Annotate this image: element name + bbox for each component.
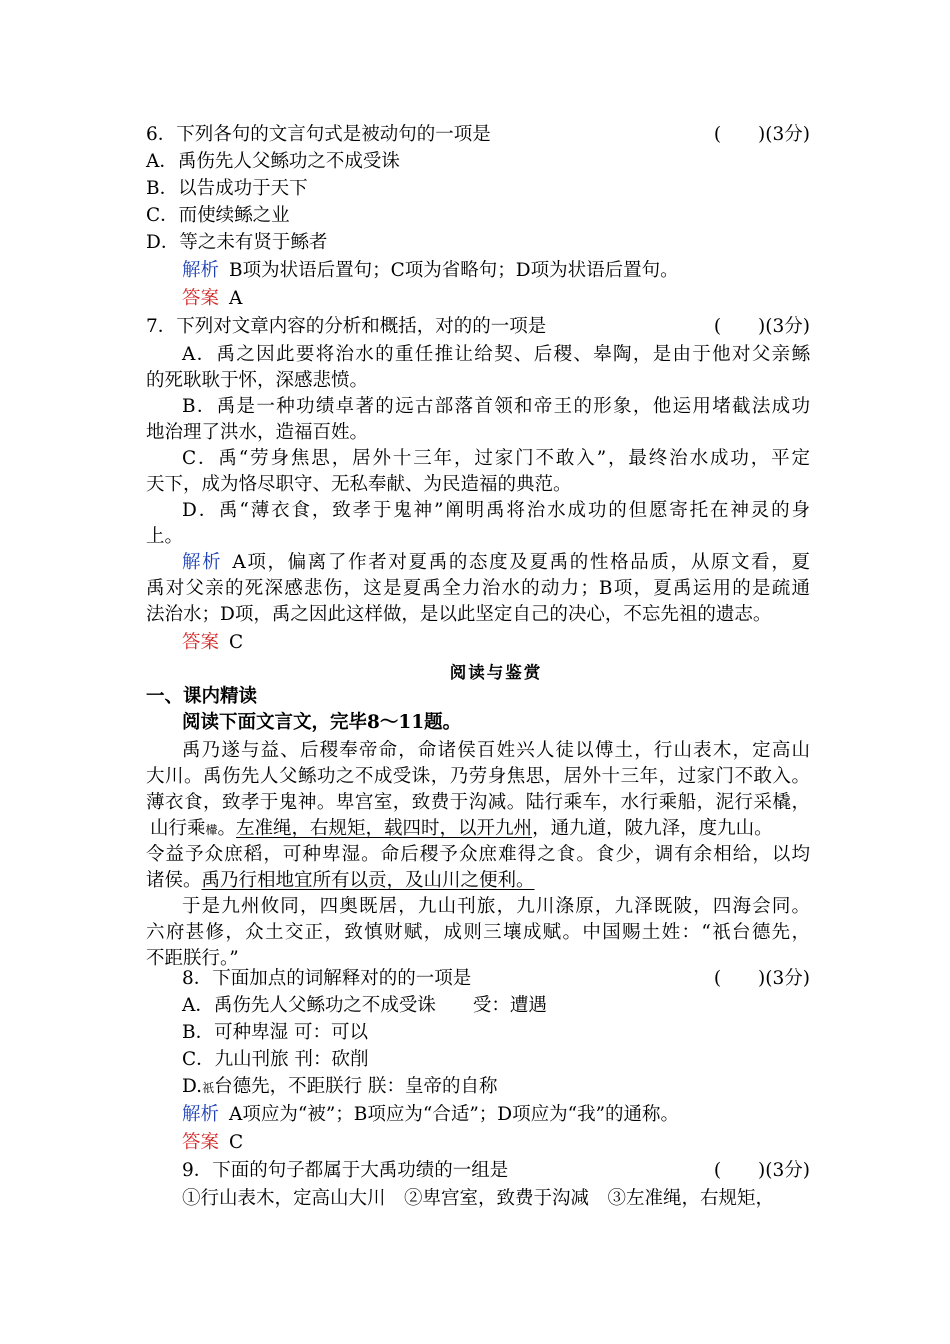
q7-line-6: 天下，成为恪尽职守、无私奉献、为民造福的典范。 (146, 474, 572, 495)
q7-analysis-label: 解析 (182, 552, 223, 573)
q8-answer-line (182, 1130, 846, 1156)
q8-option-d-post: 台德先，不距朕行 朕：皇帝的自称 (214, 1076, 498, 1097)
q9-score: ( )(3分) (713, 1160, 810, 1181)
q8-option-b: B．可种卑湿 可：可以 (182, 1022, 368, 1043)
q7-analysis-line-1 (182, 550, 810, 576)
q6-analysis: B项为状语后置句；C项为省略句；D项为状语后置句。 (229, 260, 679, 281)
q8-stem-line (182, 966, 810, 992)
q7-answer: C (229, 632, 244, 653)
q6-answer-line (182, 286, 846, 312)
q7-answer-line (182, 630, 846, 656)
q7-analysis-line-2: 禹对父亲的死深感悲伤，这是夏禹全力治水的动力；B项，夏禹运用的是疏通 (146, 578, 810, 599)
passage-line-4-small: 檋 (205, 823, 218, 837)
passage-line-6 (146, 868, 810, 894)
q7-line-3: B．禹是一种功绩卓著的远古部落首领和帝王的形象，他运用堵截法成功 (182, 396, 810, 417)
q9-line-1: ①行山表木，定高山大川 ②卑宫室，致费于沟减 ③左准绳，右规矩， (182, 1188, 775, 1209)
passage-line-8: 六府甚修，众土交正，致慎财赋，成则三壤成赋。中国赐土姓：“祇台德先， (146, 922, 810, 943)
q6-option-c: C．而使续鲧之业 (146, 205, 290, 226)
passage-line-4-pre: 山行乘 (150, 818, 206, 839)
passage-line-9: 不距朕行。” (146, 948, 239, 969)
q6-analysis-line (182, 258, 846, 284)
passage-line-1: 禹乃遂与益、后稷奉帝命，命诸侯百姓兴人徒以傅土，行山表木，定高山 (182, 740, 810, 761)
q8-option-a: A．禹伤先人父鲧功之不成受诛 受：遭遇 (182, 995, 547, 1016)
passage-line-4: 山行乘檋。左准绳，右规矩，载四时，以开九州，通九道，陂九泽，度九山。 (150, 818, 773, 839)
q8-answer: C (229, 1132, 244, 1153)
q8-option-d (182, 1074, 846, 1101)
passage-underlined-2: 禹乃行相地宜所有以贡，及山川之便利。 (201, 870, 535, 891)
q9-stem-line (182, 1158, 810, 1184)
passage-line-4-post: ，通九道，陂九泽，度九山。 (532, 818, 773, 839)
q9-stem: 9．下面的句子都属于大禹功绩的一组是 (182, 1160, 509, 1181)
passage-line-6-pre: 诸侯。 (146, 870, 202, 891)
q7-stem: 7．下列对文章内容的分析和概括，对的的一项是 (146, 316, 547, 337)
q8-answer-label: 答案 (182, 1132, 220, 1153)
q8-option-c: C．九山刊旅 刊：砍削 (182, 1049, 369, 1070)
section-part-heading: 一、课内精读 (146, 686, 258, 707)
q6-option-d: D．等之未有贤于鲧者 (146, 232, 328, 253)
q7-line-2: 的死耿耿于怀，深感悲愤。 (146, 370, 369, 391)
q7-line-5: C．禹“劳身焦思，居外十三年，过家门不敢入”，最终治水成功，平定 (182, 448, 810, 469)
passage-line-2: 大川。禹伤先人父鲧功之不成受诛，乃劳身焦思，居外十三年，过家门不敢入。 (146, 766, 810, 787)
q7-analysis-line-3: 法治水；D项，禹之因此这样做，是以此坚定自己的决心，不忘先祖的遗志。 (146, 604, 772, 625)
q8-analysis-line (182, 1102, 846, 1128)
q6-option-b: B．以告成功于天下 (146, 178, 308, 199)
section-title: 阅读与鉴赏 (449, 663, 543, 682)
passage-underlined-1: 左准绳，右规矩，载四时，以开九州 (236, 818, 533, 839)
q6-answer: A (229, 288, 243, 309)
passage-line-3: 薄衣食，致孝于鬼神。卑宫室，致费于沟减。陆行乘车，水行乘船，泥行采橇， (146, 792, 810, 813)
q7-score: ( )(3分) (713, 316, 810, 337)
q6-option-a: A．禹伤先人父鲧功之不成受诛 (146, 151, 400, 172)
passage-line-5: 令益予众庶稻，可种卑湿。命后稷予众庶难得之食。食少，调有余相给，以均 (146, 844, 810, 865)
q6-stem: 6．下列各句的文言句式是被动句的一项是 (146, 124, 491, 145)
q8-analysis: A项应为“被”；B项应为“合适”；D项应为“我”的通称。 (229, 1104, 680, 1125)
q6-score: ( )(3分) (713, 124, 810, 145)
q7-line-7: D．禹“薄衣食，致孝于鬼神”阐明禹将治水成功的但愿寄托在神灵的身 (182, 500, 810, 521)
reading-instruction: 阅读下面文言文，完毕8～11题。 (182, 712, 462, 733)
q7-answer-label: 答案 (182, 632, 220, 653)
q8-score: ( )(3分) (713, 968, 810, 989)
q6-answer-label: 答案 (182, 288, 220, 309)
q7-stem-line (146, 314, 810, 340)
q7-line-1: A．禹之因此要将治水的重任推让给契、后稷、皋陶，是由于他对父亲鲧 (182, 344, 810, 365)
q8-option-d-pre: D. (182, 1076, 203, 1097)
q8-stem: 8．下面加点的词解释对的的一项是 (182, 968, 472, 989)
q6-analysis-label: 解析 (182, 260, 220, 281)
q8-analysis-label: 解析 (182, 1104, 220, 1125)
q7-line-4: 地治理了洪水，造福百姓。 (146, 422, 369, 443)
q8-option-d-small: 祇 (202, 1081, 215, 1095)
q7-analysis-1: A项，偏离了作者对夏禹的态度及夏禹的性格品质，从原文看，夏 (232, 552, 810, 573)
passage-line-7: 于是九州攸同，四奥既居，九山刊旅，九川涤原，九泽既陂，四海会同。 (182, 896, 810, 917)
q6-stem-line (146, 122, 810, 148)
q7-line-8: 上。 (146, 526, 184, 547)
